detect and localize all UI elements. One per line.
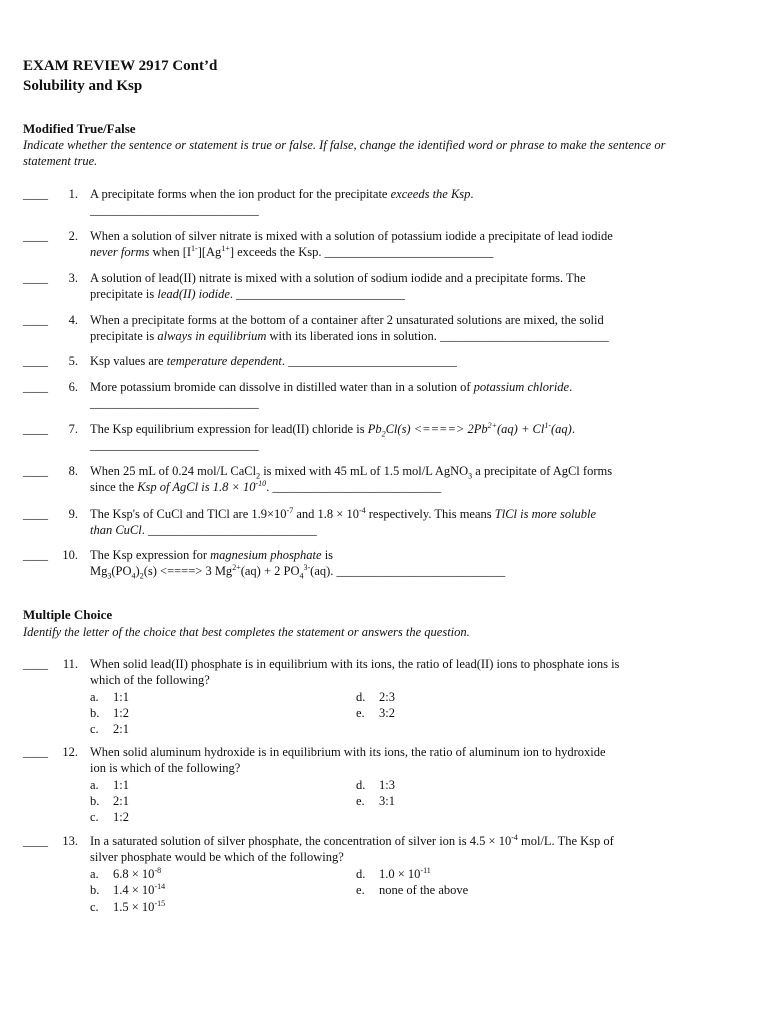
answer-blank[interactable]: ____ [23,187,48,201]
question-number: 12. [62,745,78,759]
answer-blank[interactable]: ____ [23,507,48,521]
question-number: 13. [62,834,78,848]
answer-blank[interactable]: ____ [23,422,48,436]
option-d[interactable]: d. 1:3 [356,778,395,792]
answer-blank[interactable]: ____ [23,229,48,243]
question-text: A solution of lead(II) nitrate is mixed with a solution of sodium iodide and a precipitate forms. The precipitate is lead(II) iodide. ___________________________ [90,271,586,301]
question-text: In a saturated solution of silver phosphate, the concentration of silver ion is $4.5 \times 10^{-4}$ mol/L. The Ksp of silver phosphate would be which of the following? [90,832,614,864]
question-text: When a precipitate forms at the bottom of a container after 2 unsaturated solutions are mixed, the solid precipitate is always in equilibrium with its liberated ions in solution. ___________________________ [90,313,609,343]
option-c[interactable]: c. 1:2 [90,810,129,824]
answer-line[interactable]: ___________________________ [90,203,259,217]
option-e[interactable]: e. 3:1 [356,794,395,808]
answer-blank[interactable]: ____ [23,380,48,394]
question-text: More potassium bromide can dissolve in distilled water than in a solution of potassium chloride. ___________________________ [90,379,680,411]
option-a[interactable]: a. $6.8 \times 10^{-8}$ [90,865,162,881]
question-number: 6. [68,380,78,394]
option-a[interactable]: a. 1:1 [90,778,129,792]
answer-line[interactable]: ___________________________ [236,287,405,301]
option-d[interactable]: d. 2:3 [356,690,395,704]
answer-blank[interactable]: ____ [23,657,48,671]
question-text: Ksp values are temperature dependent. ___________________________ [90,354,457,368]
mc-question-13 [0,833,768,917]
answer-line[interactable]: ___________________________ [439,329,609,343]
question-number: 3. [68,271,78,285]
question-text: When a solution of silver nitrate is mixed with a solution of potassium iodide a precipitate of lead iodide never forms when $[I^{1-}][Ag^{1+}]$ exceeds the Ksp. ___________________________ [90,229,613,259]
option-b[interactable]: b. 2:1 [90,794,129,808]
question-text: The Ksp's of CuCl and TlCl are $1.9\times 10^{-7}$ and $1.8 \times 10^{-4}$ respectively. This means TlCl is more soluble than CuCl. ___________________________ [90,505,597,537]
option-b[interactable]: b. $1.4 \times 10^{-14}$ [90,881,166,897]
mc-question-11 [0,656,768,740]
question-number: 10. [62,548,78,562]
mc-question-12 [0,744,768,828]
answer-blank[interactable]: ____ [23,271,48,285]
answer-line[interactable]: ___________________________ [288,354,457,368]
question-number: 9. [68,507,78,521]
multiple-choice-heading: Multiple Choice [23,607,113,622]
question-number: 2. [68,229,78,243]
answer-line[interactable]: ___________________________ [336,564,506,578]
question-number: 7. [68,422,78,436]
answer-line[interactable]: ___________________________ [324,245,494,259]
question-number: 8. [68,464,78,478]
question-text: The Ksp equilibrium expression for lead(II) chloride is $Pb_2Cl(s)$ <====> $2Pb^{2+}(aq) + Cl^{1-}(aq)$. ___________________________ [90,421,680,453]
exam-subtitle: Solubility and Ksp [23,78,143,94]
answer-line[interactable]: ___________________________ [90,396,259,410]
true-false-instructions: Indicate whether the sentence or statement is true or false. If false, change the identified word or phrase to make the sentence or statement true. [23,138,666,168]
answer-blank[interactable]: ____ [23,464,48,478]
question-text: The Ksp expression for magnesium phosphate is $Mg_3(PO_4)_2(s)$ <====> 3 $Mg^{2+}(aq) + 2$ $PO_4^{3-}(aq)$. ___________________________ [90,548,506,581]
question-text: When 25 mL of 0.24 mol/L CaCl$_2$ is mixed with 45 mL of 1.5 mol/L AgNO$_3$ a precipitate of AgCl forms since the Ksp of AgCl is $1.8 \times 10^{-10}$. ___________________________ [90,464,613,494]
answer-line[interactable]: ___________________________ [148,523,317,537]
option-d[interactable]: d. $1.0 \times 10^{-11}$ [356,865,431,881]
answer-blank[interactable]: ____ [23,548,48,562]
option-c[interactable]: c. 2:1 [90,722,129,736]
question-number: 4. [68,313,78,327]
answer-blank[interactable]: ____ [23,354,48,368]
answer-blank[interactable]: ____ [23,313,48,327]
option-e[interactable]: e. 3:2 [356,706,395,720]
question-number: 11. [62,657,78,671]
question-text: When solid aluminum hydroxide is in equilibrium with its ions, the ratio of aluminum ion to hydroxide ion is which of the following? [90,745,606,775]
answer-line[interactable]: ___________________________ [90,438,259,452]
question-text: A precipitate forms when the ion product for the precipitate exceeds the Ksp. ___________________________ [90,186,680,218]
multiple-choice-instructions: Identify the letter of the choice that best completes the statement or answers the question. [23,625,470,639]
answer-blank[interactable]: ____ [23,834,48,848]
question-number: 1. [68,187,78,201]
answer-blank[interactable]: ____ [23,745,48,759]
answer-line[interactable]: ___________________________ [272,480,442,494]
option-a[interactable]: a. 1:1 [90,690,129,704]
question-text: When solid lead(II) phosphate is in equilibrium with its ions, the ratio of lead(II) ions to phosphate ions is which of the following? [90,657,620,687]
option-c[interactable]: c. $1.5 \times 10^{-15}$ [90,898,166,914]
true-false-heading: Modified True/False [23,121,136,136]
option-b[interactable]: b. 1:2 [90,706,129,720]
exam-title: EXAM REVIEW 2917 Cont’d [23,58,218,74]
option-e[interactable]: e. none of the above [356,883,469,897]
question-number: 5. [68,354,78,368]
